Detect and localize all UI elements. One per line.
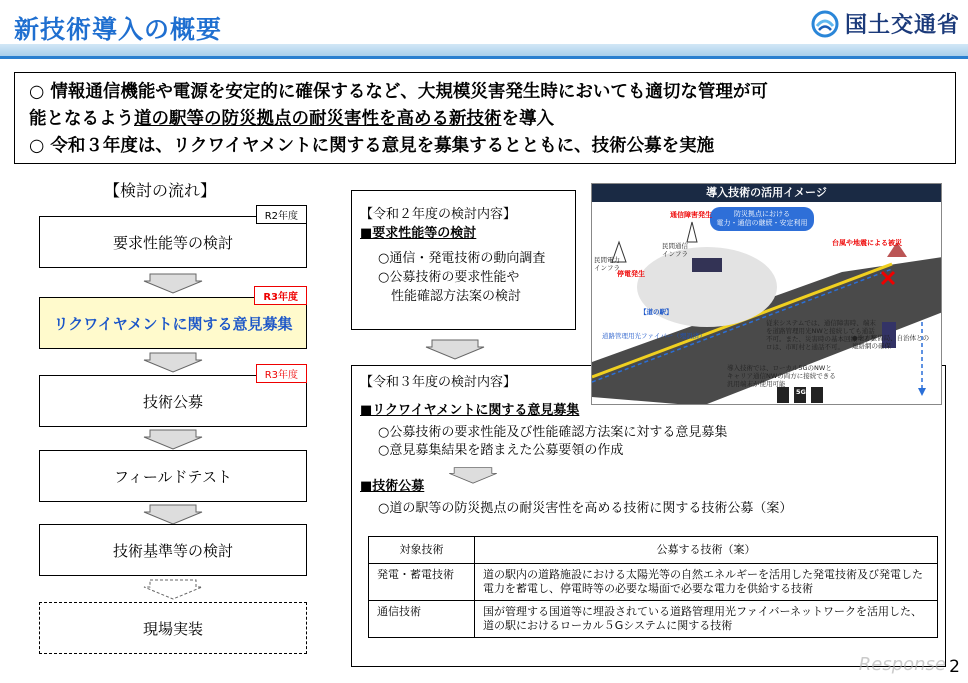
r2-item: 性能確認方法案の検討 — [378, 289, 522, 304]
r2-box — [351, 190, 576, 330]
flow-step-requirement-comments — [39, 292, 307, 349]
table-cell: 道の駅内の道路施設における太陽光等の自然エネルギーを活用した発電技術及び発電した電力を蓄電し、停電時等の必要な場面で必要な電力を供給する技術 — [475, 564, 938, 601]
flow-step-label: 現場実装 — [142, 619, 203, 638]
r3-subheading-1: ■リクワイヤメントに関する意見募集 — [360, 403, 580, 418]
flow-step-tech-call — [39, 370, 307, 427]
michi-no-eki-label: 【道の駅】 — [640, 308, 673, 316]
tech-table — [368, 536, 938, 638]
comm-failure-label: 通信障害発生 — [670, 211, 712, 219]
org-name: 国土交通省 — [844, 13, 960, 38]
benefit-bubble: 防災拠点における 電力・通信の継続・安定利用 — [710, 207, 814, 231]
summary-line-3: ○ 令和３年度は、リクワイヤメントに関する意見を募集するとともに、技術公募を実施 — [29, 136, 715, 156]
table-header: 公募する技術（案） — [475, 537, 938, 564]
note-network: ●地方整備局、自治体との連絡網の確保 — [852, 334, 930, 350]
note-conventional: 従来システムでは、通信障害時、端末を道路管理用光NWと接続しても通話不可。また、災害時の基本回線マイクロは、市町村と通話不可。 — [766, 319, 877, 351]
flow-step-deployment — [39, 602, 307, 654]
table-cell: 国が管理する国道等に埋設されている道路管理用光ファイバーネットワークを活用した、道の駅におけるローカル５Gシステムに関する技術 — [475, 601, 938, 638]
r3-subheading-2: ■技術公募 — [360, 479, 425, 494]
table-header-row — [369, 537, 938, 564]
r3-box — [351, 365, 946, 667]
r2-heading: 【令和２年度の検討内容】 — [360, 207, 517, 222]
flow-step-requirements — [39, 211, 307, 268]
flow-step-label: 要求性能等の検討 — [112, 233, 233, 252]
table-row — [369, 601, 938, 638]
summary-line-2-post: を導入 — [501, 109, 554, 129]
flow-step-label: フィールドテスト — [114, 467, 232, 486]
private-power-label: 民間電力 インフラ — [594, 256, 620, 272]
header-line — [0, 56, 968, 59]
flow-title: 【検討の流れ】 — [104, 181, 217, 200]
table-cell: 発電・蓄電技術 — [369, 564, 475, 601]
summary-line-2 — [29, 106, 941, 133]
table-header: 対象技術 — [369, 537, 475, 564]
power-outage-label: 停電発生 — [617, 270, 645, 278]
down-arrow-icon — [142, 272, 204, 294]
r2-subheading: ■要求性能等の検討 — [360, 226, 477, 241]
phone-icon — [811, 387, 823, 403]
r3-heading: 【令和３年度の検討内容】 — [360, 375, 517, 390]
down-arrow-icon — [142, 351, 204, 373]
down-arrow-dashed-icon — [142, 578, 204, 600]
mlit-logo-icon — [811, 10, 839, 38]
flow-step-label: 技術公募 — [142, 392, 203, 411]
page-number: 2 — [949, 657, 960, 677]
header-band — [0, 44, 968, 56]
mlit-logo — [811, 8, 960, 39]
arrow-head-icon — [918, 388, 926, 396]
year-tag: R3年度 — [256, 364, 307, 383]
watermark: Response — [858, 654, 946, 675]
private-comm-label: 民間通信 インフラ — [662, 242, 688, 258]
r3-item: ○公募技術の要求性能及び性能確認方法案に対する意見募集 — [378, 425, 728, 440]
down-arrow-icon — [442, 466, 504, 484]
table-row — [369, 564, 938, 601]
comm-tower-icon — [687, 222, 697, 242]
summary-line-1: ○ 情報通信機能や電源を安定的に確保するなど、大規模災害発生時においても適切な管理が可 — [29, 82, 768, 102]
usage-image-panel — [591, 183, 942, 405]
year-tag: R3年度 — [254, 286, 307, 305]
r2-item: ○公募技術の要求性能や — [378, 270, 520, 285]
down-arrow-icon — [142, 428, 204, 450]
year-tag: R2年度 — [256, 205, 307, 224]
flow-step-standards — [39, 524, 307, 576]
down-arrow-icon — [142, 503, 204, 525]
fiber-label: 道路管理用光ファイバー（埋設済） — [602, 332, 706, 340]
summary-line-2-underlined: 道の駅等の防災拠点の耐災害性を高める新技術 — [134, 109, 502, 129]
phone-icon — [777, 387, 789, 403]
disaster-label: 台風や地震による被災 — [832, 239, 902, 247]
summary-line-2-pre: 能となるよう — [29, 109, 134, 129]
5g-badge: 5G — [796, 388, 806, 396]
table-cell: 通信技術 — [369, 601, 475, 638]
r3-item: ○意見募集結果を踏まえた公募要領の作成 — [378, 443, 624, 458]
r2-item: ○通信・発電技術の動向調査 — [378, 251, 546, 266]
summary-box — [14, 72, 956, 164]
flow-step-label: リクワイヤメントに関する意見募集 — [53, 314, 293, 333]
r3-item: ○道の駅等の防災拠点の耐災害性を高める技術に関する技術公募（案） — [378, 501, 793, 516]
flow-step-label: 技術基準等の検討 — [112, 541, 233, 560]
down-arrow-icon — [424, 338, 486, 360]
solar-panel-icon — [692, 258, 722, 272]
note-new-tech: 導入技術では、ローカル5GのNWとキャリア通信NWの両方に接続できる汎用端末が使用可能 — [727, 364, 836, 388]
flow-step-field-test — [39, 450, 307, 502]
page-title: 新技術導入の概要 — [14, 15, 223, 44]
usage-image-title: 導入技術の活用イメージ — [592, 184, 941, 202]
